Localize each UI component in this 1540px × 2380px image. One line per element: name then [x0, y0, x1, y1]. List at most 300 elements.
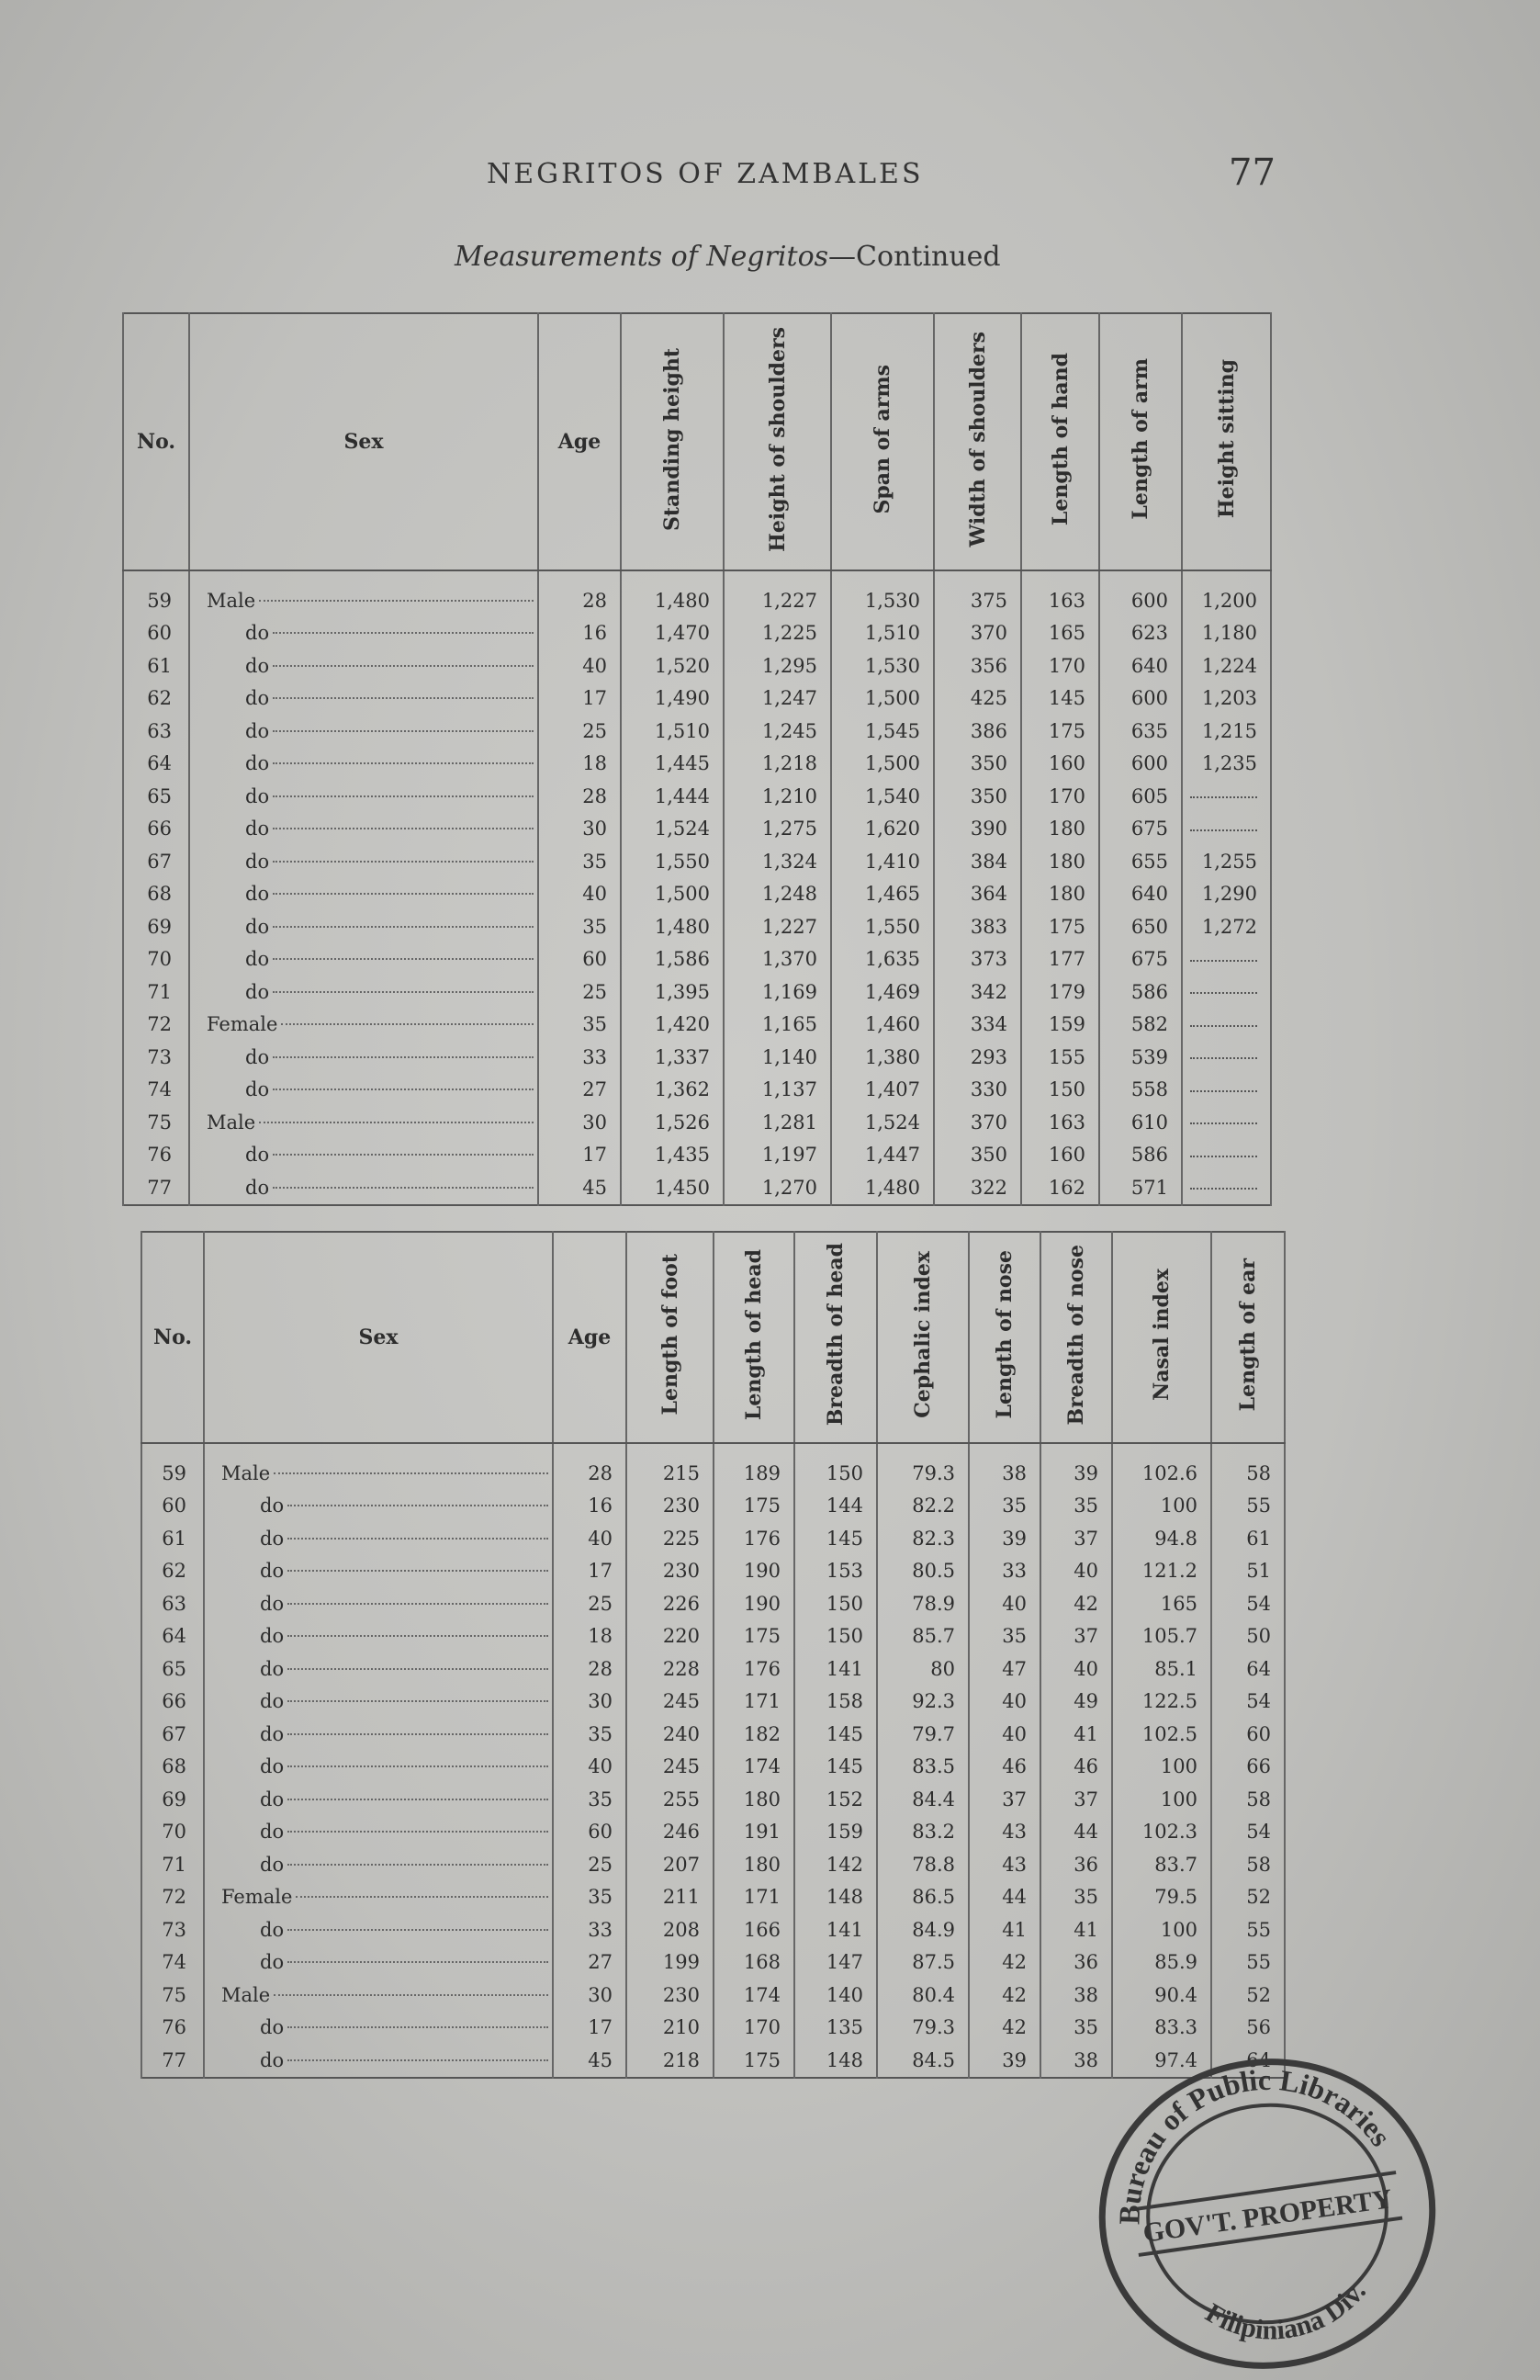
cell-value: 27 — [553, 1946, 626, 1980]
cell-value: 675 — [1099, 813, 1182, 846]
cell-value: 66 — [1211, 1751, 1285, 1784]
cell-value: 35 — [538, 845, 621, 878]
cell-value: 150 — [794, 1620, 877, 1653]
table-row — [141, 1587, 1285, 1620]
cell-value: 246 — [626, 1816, 714, 1849]
cell-value: 350 — [934, 748, 1021, 781]
cell-value: 40 — [969, 1718, 1040, 1751]
sex-label: do — [260, 1722, 285, 1745]
table-caption — [455, 241, 1001, 273]
header-width-of-shoulders: Width of shoulders — [934, 313, 1021, 570]
cell-value: 17 — [553, 1555, 626, 1588]
cell-sex — [189, 878, 538, 911]
cell-value: 1,225 — [724, 617, 831, 650]
cell-value: 189 — [714, 1443, 794, 1490]
sex-label: do — [260, 1560, 285, 1583]
cell-value: 1,255 — [1182, 845, 1271, 878]
cell-value: 675 — [1099, 943, 1182, 976]
cell-value: 1,465 — [831, 878, 934, 911]
sex-label: do — [245, 1045, 270, 1068]
cell-value: 160 — [1021, 1139, 1099, 1172]
sex-label: do — [245, 752, 270, 775]
cell-value: 122.5 — [1112, 1686, 1211, 1719]
cell-value: 610 — [1099, 1106, 1182, 1139]
table-row — [123, 570, 1271, 617]
cell-value: 1,169 — [724, 976, 831, 1009]
cell-sex — [204, 1751, 553, 1784]
cell-no: 71 — [123, 976, 189, 1009]
cell-value: 1,270 — [724, 1171, 831, 1205]
cell-value: 28 — [538, 570, 621, 617]
cell-value: 33 — [538, 1041, 621, 1074]
cell-value: 1,370 — [724, 943, 831, 976]
table-row — [123, 976, 1271, 1009]
cell-value: 1,281 — [724, 1106, 831, 1139]
cell-value: 145 — [1021, 682, 1099, 716]
cell-value: 61 — [1211, 1522, 1285, 1555]
cell-value: 1,324 — [724, 845, 831, 878]
cell-value: 38 — [1040, 2044, 1112, 2078]
cell-sex — [189, 649, 538, 682]
cell-value: 102.3 — [1112, 1816, 1211, 1849]
cell-no: 72 — [123, 1009, 189, 1042]
sex-label: do — [260, 1592, 285, 1615]
table-row — [123, 1009, 1271, 1042]
cell-sex — [204, 1783, 553, 1816]
table-row — [123, 649, 1271, 682]
table-row — [123, 878, 1271, 911]
sex-label: do — [260, 1951, 285, 1974]
cell-value: 79.5 — [1112, 1881, 1211, 1914]
cell-value: 1,435 — [621, 1139, 724, 1172]
dot-leader — [273, 795, 534, 797]
cell-value: 79.3 — [877, 1443, 969, 1490]
cell-sex — [204, 1848, 553, 1881]
empty-leader — [1190, 1188, 1257, 1190]
cell-value: 586 — [1099, 976, 1182, 1009]
cell-sex — [204, 2044, 553, 2078]
cell-value: 150 — [794, 1443, 877, 1490]
cell-value: 655 — [1099, 845, 1182, 878]
cell-value: 1,500 — [621, 878, 724, 911]
table-row — [123, 780, 1271, 813]
cell-value: 80 — [877, 1652, 969, 1686]
cell-value: 1,444 — [621, 780, 724, 813]
cell-value: 145 — [794, 1751, 877, 1784]
cell-value: 1,137 — [724, 1074, 831, 1107]
cell-value: 148 — [794, 1881, 877, 1914]
cell-value: 97.4 — [1112, 2044, 1211, 2078]
cell-value: 176 — [714, 1522, 794, 1555]
cell-no: 77 — [141, 2044, 204, 2078]
dot-leader — [287, 1668, 548, 1670]
empty-leader — [1190, 1122, 1257, 1124]
table-row — [123, 682, 1271, 716]
cell-value: 100 — [1112, 1913, 1211, 1946]
cell-no: 71 — [141, 1848, 204, 1881]
sex-label: Male — [221, 1461, 271, 1484]
cell-value: 40 — [538, 878, 621, 911]
cell-value: 373 — [934, 943, 1021, 976]
sex-label: do — [260, 2016, 285, 2039]
cell-value: 82.3 — [877, 1522, 969, 1555]
cell-value: 1,275 — [724, 813, 831, 846]
cell-no: 68 — [123, 878, 189, 911]
cell-value: 28 — [553, 1652, 626, 1686]
cell-value: 1,620 — [831, 813, 934, 846]
cell-value: 38 — [969, 1443, 1040, 1490]
cell-value: 226 — [626, 1587, 714, 1620]
table-row — [123, 813, 1271, 846]
header-cephalic-index: Cephalic index — [877, 1232, 969, 1443]
cell-sex — [204, 1946, 553, 1980]
table-row — [123, 1139, 1271, 1172]
cell-sex — [189, 748, 538, 781]
cell-value: 210 — [626, 2012, 714, 2045]
cell-value: 37 — [1040, 1783, 1112, 1816]
cell-value: 79.7 — [877, 1718, 969, 1751]
cell-value — [1182, 1074, 1271, 1107]
cell-value: 36 — [1040, 1946, 1112, 1980]
sex-label: do — [245, 687, 270, 710]
cell-value: 45 — [538, 1171, 621, 1205]
dot-leader — [287, 2059, 548, 2061]
cell-value: 1,420 — [621, 1009, 724, 1042]
cell-value: 1,470 — [621, 617, 724, 650]
empty-leader — [1190, 1057, 1257, 1059]
empty-leader — [1190, 992, 1257, 994]
cell-value: 230 — [626, 1490, 714, 1523]
cell-value: 600 — [1099, 570, 1182, 617]
cell-no: 68 — [141, 1751, 204, 1784]
cell-value: 83.2 — [877, 1816, 969, 1849]
cell-value: 356 — [934, 649, 1021, 682]
cell-value: 141 — [794, 1913, 877, 1946]
cell-value: 17 — [538, 1139, 621, 1172]
cell-value: 1,510 — [831, 617, 934, 650]
cell-sex — [189, 1041, 538, 1074]
cell-sex — [189, 1139, 538, 1172]
table-header-row — [123, 313, 1271, 570]
cell-value: 190 — [714, 1555, 794, 1588]
cell-value: 83.7 — [1112, 1848, 1211, 1881]
cell-value: 1,500 — [831, 748, 934, 781]
header-span-of-arms: Span of arms — [831, 313, 934, 570]
cell-value: 245 — [626, 1751, 714, 1784]
cell-value: 85.1 — [1112, 1652, 1211, 1686]
header-sex: Sex — [204, 1232, 553, 1443]
cell-value: 55 — [1211, 1490, 1285, 1523]
cell-value: 170 — [714, 2012, 794, 2045]
cell-no: 62 — [141, 1555, 204, 1588]
cell-value: 208 — [626, 1913, 714, 1946]
dot-leader — [273, 1154, 534, 1156]
cell-value: 16 — [553, 1490, 626, 1523]
cell-value: 16 — [538, 617, 621, 650]
table-row — [141, 1979, 1285, 2012]
cell-no: 73 — [123, 1041, 189, 1074]
cell-value: 1,500 — [831, 682, 934, 716]
cell-value: 375 — [934, 570, 1021, 617]
cell-sex — [204, 1686, 553, 1719]
cell-value: 100 — [1112, 1490, 1211, 1523]
cell-no: 74 — [141, 1946, 204, 1980]
cell-value: 84.5 — [877, 2044, 969, 2078]
cell-value: 586 — [1099, 1139, 1182, 1172]
sex-label: do — [260, 1755, 285, 1778]
cell-value: 144 — [794, 1490, 877, 1523]
cell-value: 33 — [553, 1913, 626, 1946]
cell-value: 1,410 — [831, 845, 934, 878]
cell-sex — [189, 780, 538, 813]
cell-value: 51 — [1211, 1555, 1285, 1588]
cell-value: 158 — [794, 1686, 877, 1719]
cell-sex — [204, 1881, 553, 1914]
cell-value: 17 — [538, 682, 621, 716]
cell-no: 59 — [123, 570, 189, 617]
table-row — [141, 1522, 1285, 1555]
cell-value: 42 — [969, 2012, 1040, 2045]
cell-value: 163 — [1021, 570, 1099, 617]
cell-value: 39 — [969, 2044, 1040, 2078]
dot-leader — [273, 762, 534, 764]
header-length-of-foot: Length of foot — [626, 1232, 714, 1443]
header-standing-height: Standing height — [621, 313, 724, 570]
table-row — [141, 1686, 1285, 1719]
dot-leader — [287, 1765, 548, 1767]
dot-leader — [273, 1088, 534, 1090]
cell-no: 63 — [123, 715, 189, 748]
table-row — [141, 1881, 1285, 1914]
cell-value — [1182, 1106, 1271, 1139]
cell-value: 147 — [794, 1946, 877, 1980]
cell-value: 605 — [1099, 780, 1182, 813]
dot-leader — [259, 1122, 534, 1123]
library-stamp — [1084, 2039, 1442, 2370]
cell-value: 600 — [1099, 748, 1182, 781]
cell-value: 175 — [1021, 715, 1099, 748]
cell-value: 85.9 — [1112, 1946, 1211, 1980]
cell-value: 364 — [934, 878, 1021, 911]
cell-no: 69 — [141, 1783, 204, 1816]
sex-label: do — [260, 1625, 285, 1648]
cell-value: 36 — [1040, 1848, 1112, 1881]
cell-value: 383 — [934, 910, 1021, 943]
cell-value: 1,524 — [831, 1106, 934, 1139]
cell-value: 175 — [714, 2044, 794, 2078]
cell-value: 27 — [538, 1074, 621, 1107]
cell-value — [1182, 813, 1271, 846]
cell-value: 182 — [714, 1718, 794, 1751]
cell-sex — [189, 845, 538, 878]
cell-value: 1,550 — [621, 845, 724, 878]
cell-value: 1,295 — [724, 649, 831, 682]
cell-value: 83.3 — [1112, 2012, 1211, 2045]
cell-value: 1,227 — [724, 910, 831, 943]
cell-no: 65 — [141, 1652, 204, 1686]
cell-value: 1,165 — [724, 1009, 831, 1042]
header-length-of-arm: Length of arm — [1099, 313, 1182, 570]
cell-no: 60 — [141, 1490, 204, 1523]
cell-value: 163 — [1021, 1106, 1099, 1139]
cell-value: 1,180 — [1182, 617, 1271, 650]
header-height-of-shoulders: Height of shoulders — [724, 313, 831, 570]
cell-value — [1182, 780, 1271, 813]
dot-leader — [273, 958, 534, 960]
dot-leader — [287, 1733, 548, 1735]
empty-leader — [1190, 1090, 1257, 1092]
header-breadth-of-nose: Breadth of nose — [1040, 1232, 1112, 1443]
cell-value: 35 — [969, 1490, 1040, 1523]
cell-value: 170 — [1021, 780, 1099, 813]
sex-label: do — [245, 1176, 270, 1199]
cell-value — [1182, 943, 1271, 976]
sex-label: do — [260, 1495, 285, 1517]
cell-no: 64 — [141, 1620, 204, 1653]
cell-sex — [189, 1106, 538, 1139]
table-row — [141, 1913, 1285, 1946]
cell-value: 1,248 — [724, 878, 831, 911]
table-row — [123, 910, 1271, 943]
dot-leader — [273, 861, 534, 863]
cell-value: 1,530 — [831, 570, 934, 617]
cell-sex — [189, 570, 538, 617]
header-length-of-head: Length of head — [714, 1232, 794, 1443]
cell-value: 177 — [1021, 943, 1099, 976]
table-row — [123, 748, 1271, 781]
header-age: Age — [538, 313, 621, 570]
cell-value: 30 — [538, 1106, 621, 1139]
cell-value: 384 — [934, 845, 1021, 878]
sex-label: do — [245, 818, 270, 840]
table-body — [141, 1443, 1285, 2078]
cell-value: 228 — [626, 1652, 714, 1686]
sex-label: do — [245, 1144, 270, 1167]
stamp-center-text: GOV'T. PROPERTY — [1141, 2183, 1395, 2249]
cell-value: 1,545 — [831, 715, 934, 748]
sex-label: do — [260, 2048, 285, 2071]
cell-value: 1,490 — [621, 682, 724, 716]
table-row — [141, 1718, 1285, 1751]
cell-no: 61 — [141, 1522, 204, 1555]
table-row — [141, 1946, 1285, 1980]
cell-value: 230 — [626, 1979, 714, 2012]
cell-value: 1,227 — [724, 570, 831, 617]
sex-label: do — [260, 1788, 285, 1810]
cell-no: 62 — [123, 682, 189, 716]
dot-leader — [259, 600, 534, 602]
table-row — [141, 1783, 1285, 1816]
cell-value: 40 — [1040, 1555, 1112, 1588]
sex-label: do — [260, 1657, 285, 1680]
cell-value: 35 — [1040, 1881, 1112, 1914]
sex-label: do — [260, 1853, 285, 1876]
sex-label: do — [260, 1821, 285, 1844]
cell-value: 80.5 — [877, 1555, 969, 1588]
dot-leader — [274, 1472, 548, 1474]
cell-value: 342 — [934, 976, 1021, 1009]
sex-label: do — [260, 1527, 285, 1550]
dot-leader — [287, 1538, 548, 1540]
cell-value: 165 — [1112, 1587, 1211, 1620]
cell-no: 73 — [141, 1913, 204, 1946]
cell-value: 121.2 — [1112, 1555, 1211, 1588]
cell-value: 350 — [934, 1139, 1021, 1172]
cell-value: 174 — [714, 1979, 794, 2012]
table-row — [141, 1816, 1285, 1849]
cell-value: 230 — [626, 1555, 714, 1588]
cell-value: 37 — [1040, 1620, 1112, 1653]
cell-value: 1,520 — [621, 649, 724, 682]
cell-value: 35 — [1040, 1490, 1112, 1523]
cell-value: 245 — [626, 1686, 714, 1719]
cell-value: 1,460 — [831, 1009, 934, 1042]
cell-value: 623 — [1099, 617, 1182, 650]
cell-value: 240 — [626, 1718, 714, 1751]
header-nasal-index: Nasal index — [1112, 1232, 1211, 1443]
cell-value: 40 — [553, 1751, 626, 1784]
cell-no: 67 — [141, 1718, 204, 1751]
cell-value: 180 — [714, 1848, 794, 1881]
cell-value: 44 — [969, 1881, 1040, 1914]
cell-value: 350 — [934, 780, 1021, 813]
cell-sex — [204, 1718, 553, 1751]
cell-value: 207 — [626, 1848, 714, 1881]
cell-value: 41 — [969, 1913, 1040, 1946]
dot-leader — [273, 1056, 534, 1058]
cell-value: 1,395 — [621, 976, 724, 1009]
cell-value: 1,469 — [831, 976, 934, 1009]
cell-value: 42 — [1040, 1587, 1112, 1620]
cell-value: 39 — [1040, 1443, 1112, 1490]
cell-value: 35 — [1040, 2012, 1112, 2045]
stamp-bottom-text: Filipiniana Div. — [1200, 2276, 1372, 2346]
cell-no: 60 — [123, 617, 189, 650]
cell-value: 58 — [1211, 1848, 1285, 1881]
dot-leader — [287, 1505, 548, 1506]
cell-value: 84.4 — [877, 1783, 969, 1816]
cell-value: 38 — [1040, 1979, 1112, 2012]
cell-value: 148 — [794, 2044, 877, 2078]
dot-leader — [273, 893, 534, 895]
cell-value: 42 — [969, 1979, 1040, 2012]
cell-value: 1,197 — [724, 1139, 831, 1172]
table-body — [123, 570, 1271, 1205]
cell-sex — [189, 976, 538, 1009]
cell-value: 40 — [969, 1686, 1040, 1719]
sex-label: Male — [221, 1983, 271, 2006]
cell-value: 78.8 — [877, 1848, 969, 1881]
dot-leader — [287, 1635, 548, 1637]
cell-value: 55 — [1211, 1913, 1285, 1946]
table-row — [141, 1490, 1285, 1523]
header-sex: Sex — [189, 313, 538, 570]
cell-sex — [204, 2012, 553, 2045]
cell-value: 370 — [934, 617, 1021, 650]
sex-label: do — [245, 622, 270, 645]
header-no: No. — [123, 313, 189, 570]
cell-value: 1,530 — [831, 649, 934, 682]
cell-no: 70 — [141, 1816, 204, 1849]
header-length-of-ear: Length of ear — [1211, 1232, 1285, 1443]
cell-value — [1182, 1139, 1271, 1172]
cell-value: 17 — [553, 2012, 626, 2045]
caption-title: Measurements of Negritos — [455, 241, 829, 273]
cell-value: 425 — [934, 682, 1021, 716]
cell-value: 539 — [1099, 1041, 1182, 1074]
cell-value: 30 — [538, 813, 621, 846]
cell-value: 1,480 — [621, 910, 724, 943]
